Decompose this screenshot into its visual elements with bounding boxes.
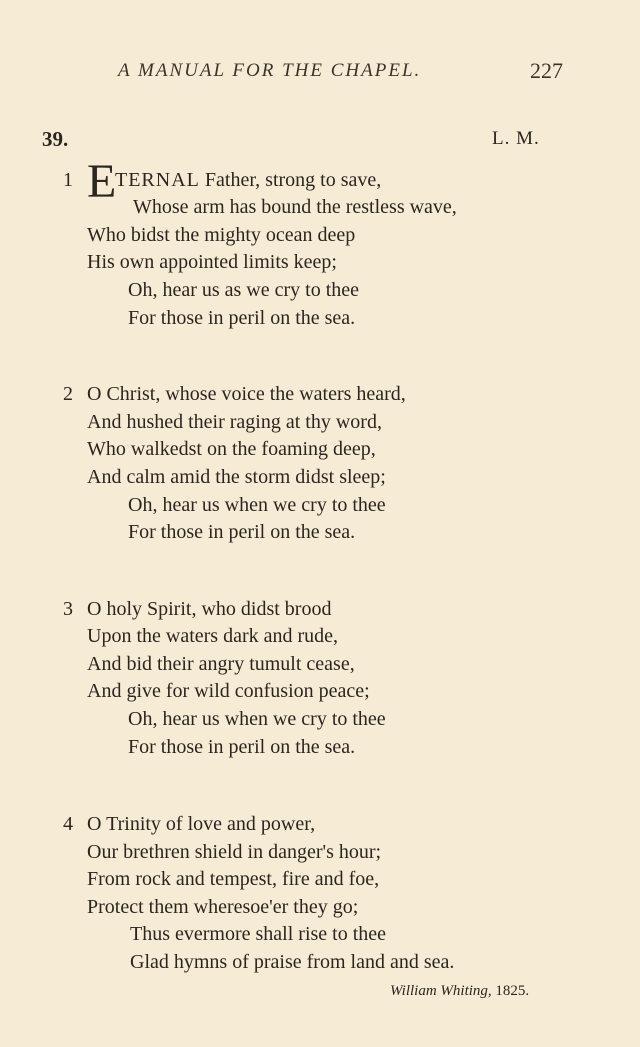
verse-line: For those in peril on the sea. [128,736,356,758]
verse-line: Protect them wheresoe'er they go; [87,896,359,918]
verse-line: His own appointed limits keep; [87,251,337,273]
verse-line: And calm amid the storm didst sleep; [87,466,386,488]
verse-line: Thus evermore shall rise to thee [130,923,387,945]
attribution [390,983,529,1000]
verse-line: From rock and tempest, fire and foe, [87,868,380,890]
verse-line: For those in peril on the sea. [128,521,356,543]
stanza-number: 2 [63,383,73,405]
verse-line: O holy Spirit, who didst brood [87,598,332,620]
verse-line: Our brethren shield in danger's hour; [87,841,382,863]
verse-line: Glad hymns of praise from land and sea. [130,951,455,973]
verse-line: Whose arm has bound the restless wave, [133,196,457,218]
running-head: A MANUAL FOR THE CHAPEL. [118,60,422,81]
stanza-number: 1 [63,169,73,191]
verse-line: Who bidst the mighty ocean deep [87,224,356,246]
verse-line: And bid their angry tumult cease, [87,653,355,675]
verse-line: Oh, hear us when we cry to thee [128,494,386,516]
stanza-number: 4 [63,813,73,835]
first-line-rest: Father, strong to save, [199,169,382,191]
first-word: TERNAL [115,169,200,191]
stanza-number: 3 [63,598,73,620]
verse-line: Who walkedst on the foaming deep, [87,438,376,460]
verse-line: Upon the waters dark and rude, [87,625,339,647]
verse-line: For those in peril on the sea. [128,307,356,329]
verse-line: And hushed their raging at thy word, [87,411,382,433]
verse-line: Oh, hear us as we cry to thee [128,279,360,301]
page-number: 227 [530,58,563,83]
verse-line: O Christ, whose voice the waters heard, [87,383,406,405]
year: 1825. [495,983,530,999]
hymn-meter: L. M. [492,128,540,149]
verse-line: Oh, hear us when we cry to thee [128,708,386,730]
drop-cap: E [87,155,117,208]
author-name: William Whiting, [390,983,492,999]
verse-line [115,166,381,194]
verse-line: O Trinity of love and power, [87,813,316,835]
verse-line: And give for wild confusion peace; [87,680,370,702]
hymn-number: 39. [42,127,69,151]
